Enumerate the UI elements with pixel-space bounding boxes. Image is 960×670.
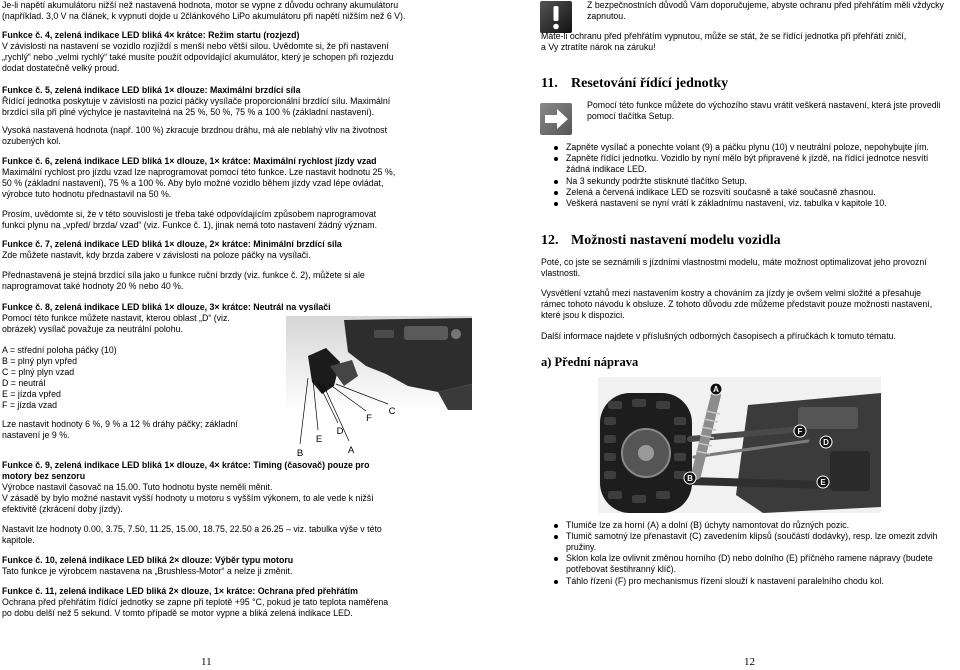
section-12-intro [541, 257, 927, 279]
transmitter-panel [404, 326, 448, 340]
label-e: E [315, 434, 323, 445]
text-line: Tlumiče lze za horní (A) a dolní (B) úchyty namontovat do různých pozic. [566, 520, 850, 530]
function-6-text [2, 167, 395, 200]
text-line: brzdící síla při plné výchylce je nastavitelná na 25 %, 50 %, 75 % a 100 % (základní nastavení). [2, 107, 375, 117]
axle-point [553, 531, 938, 553]
label-c: C [388, 406, 396, 417]
reset-step [553, 187, 876, 198]
section-12-title: Možnosti nastavení modelu vozidla [571, 233, 781, 248]
text-line: Vysvětlení vztahů mezi nastavením kostry a chováním za jízdy je ovšem velmi složité a přesahuje [541, 288, 922, 298]
legend-item: C = plný plyn vzad [2, 367, 75, 377]
text-line: Výrobce nastavil časovač na 15.00. Tuto hodnotu byste neměli měnit. [2, 482, 273, 492]
legend-item: B = plný plyn vpřed [2, 356, 78, 366]
function-7-text [2, 250, 311, 261]
section-11-title: Resetování řídící jednotky [571, 76, 729, 91]
text-line: Je-li napětí akumulátoru nižší než nastavená hodnota, motor se vypne z důvodu ochrany akumulátoru [2, 0, 399, 10]
text-line: a Vy ztratíte nárok na záruku! [541, 42, 656, 52]
text-line: V závislosti na nastavení se vozidlo rozjíždí s menší nebo větší silou. Uvědomte si, že při nastavení [2, 41, 389, 51]
label-a: A [347, 445, 355, 456]
gear-housing [830, 451, 870, 491]
transmitter-switch [374, 330, 394, 338]
arrow-right-icon [540, 103, 572, 135]
page-number: 11 [201, 656, 212, 668]
legend-item: D = neutrál [2, 378, 46, 388]
function-7-note [2, 270, 365, 292]
text-line: potřebovat šestihranný klíč). [566, 564, 677, 574]
front-axle-illustration [598, 377, 881, 513]
text-line: naprogramovat také hodnoty 20 % nebo 40 %. [2, 281, 184, 291]
function-10-title: Funkce č. 10, zelená indikace LED bliká 2× dlouze: Výběr typu motoru [2, 555, 294, 565]
warning-note [541, 31, 906, 53]
bullet-marker [554, 524, 558, 528]
text-line: Lze nastavit hodnoty 6 %, 9 % a 12 % dráhy páčky; základní [2, 419, 238, 429]
section-12-more-info [541, 331, 896, 342]
label-e: E [820, 478, 826, 487]
function-10-text [2, 566, 292, 577]
text-line: Řídící jednotka poskytuje v závislosti na pozici páčky vysílače proporcionální brzdící sílu. Maximální [2, 96, 391, 106]
text-line: Vysoká nastavená hodnota (např. 100 %) zkracuje brzdnou dráhu, má ale neblahý vliv na životnost [2, 125, 388, 135]
text-line: Zde můžete nastavit, kdy brzda zabere v závislosti na poloze páčky na vysílači. [2, 250, 311, 260]
bullet-marker [554, 202, 558, 206]
text-line: Poté, co jste se seznámili s jízdními vlastnostmi modelu, máte možnost optimalizovat jeho provozní [541, 257, 927, 267]
text-line: kapitole. [2, 535, 35, 545]
function-4-text [2, 41, 394, 74]
bullet-marker [554, 180, 558, 184]
text-line: (například. 3,0 V na článek, k vypnutí dojde u 2článkového LiPo akumulátoru při napětí nižším než 6 V). [2, 11, 406, 21]
label-a-marker [710, 383, 722, 395]
transmitter-illustration [286, 316, 472, 466]
title-line: Funkce č. 9, zelená indikace LED bliká 1× dlouze, 4× krátce: Timing (časovač) pouze pro [2, 460, 370, 470]
axle-point [553, 576, 884, 587]
function-7-title: Funkce č. 7, zelená indikace LED bliká 1× dlouze, 2× krátce: Minimální brzdící síla [2, 239, 342, 249]
text-line: efektivitě (zkrácení doby jízdy). [2, 504, 123, 514]
reset-step [553, 176, 747, 187]
transmitter-knob [451, 329, 461, 339]
section-12-number: 12. [541, 233, 559, 248]
text-line: 50 % (základní nastavení), 75 % a 100 %. Aby bylo možné vozidlo během jízdy vzad lépe ovládat, [2, 178, 384, 188]
text-line: vlastnosti. [541, 268, 581, 278]
label-a: A [713, 385, 719, 394]
text-line: výrobce tuto hodnotu přednastavil na 50 %. [2, 189, 172, 199]
text-line: Zapněte řídící jednotku. Vozidlo by nyní mělo být připravené k jízdě, na řídící jednotce nesvítí [566, 153, 929, 163]
text-line: rámec tohoto návodu k obsluze. Z tohoto důvodu zde můžeme představit pouze možnosti nastavení, [541, 299, 933, 309]
function-8-text [2, 313, 230, 335]
subsection-front-axle-title: a) Přední náprava [541, 355, 639, 369]
text-line: Nastavit lze hodnoty 0.00, 3.75, 7.50, 11.25, 15.00, 18.75, 22.50 a 26.25 – viz. tabulka výše v této [2, 524, 382, 534]
function-5-title: Funkce č. 5, zelená indikace LED bliká 1× dlouze: Maximální brzdící síla [2, 85, 301, 95]
text-line: pružiny. [566, 542, 597, 552]
legend-item: A = střední poloha páčky (10) [2, 345, 117, 355]
text-line: žádná indikace LED. [566, 164, 647, 174]
text-line: „rychlý“ nebo „velmi rychlý“ také musíte použít odpovídající akumulátor, který je schopen při rozjezdu [2, 52, 394, 62]
warning-text [587, 0, 944, 22]
function-9-title [2, 460, 369, 482]
info-text [587, 100, 941, 122]
text-line: Tlumič samotný lze přenastavit (C) zavedením klipsů (součástí dodávky), resp. lze omezit zdvih [566, 531, 938, 541]
reset-step [553, 198, 887, 209]
function-11-title: Funkce č. 11, zelená indikace LED bliká 2× dlouze, 1× krátce: Ochrana před přehřátím [2, 586, 358, 596]
front-axle-figure [598, 377, 881, 513]
function-4-title: Funkce č. 4, zelená indikace LED bliká 4× krátce: Režim startu (rozjezd) [2, 30, 300, 40]
text-line: Zelená a červená indikace LED se rozsvítí současně a také současně zhasnou. [566, 187, 876, 197]
text-line: po dobu delší než 5 sekund. V tomto případě se motor vypne a bliká zelená indikace LED. [2, 608, 353, 618]
legend-item: F = jízda vzad [2, 400, 58, 410]
legend-item: E = jízda vpřed [2, 389, 61, 399]
text-line: Na 3 sekundy podržte stisknuté tlačítko Setup. [566, 176, 747, 186]
axle-point [553, 520, 849, 531]
text-line: Sklon kola lze ovlivnit změnou horního (D) nebo dolního (E) příčného ramene nápravy (budete [566, 553, 933, 563]
function-9-text [2, 482, 374, 515]
text-line: pomocí tlačítka Setup. [587, 111, 675, 121]
text-line: Maximální rychlost pro jízdu vzad lze naprogramovat pomocí této funkce. Lze nastavit hodnotu 25 %, [2, 167, 396, 177]
label-d-marker [820, 436, 832, 448]
label-d: D [336, 426, 344, 437]
label-b: B [687, 474, 693, 483]
wheel-hub [638, 445, 654, 461]
function-8-title: Funkce č. 8, zelená indikace LED bliká 1× dlouze, 3× krátce: Neutrál na vysílači [2, 302, 331, 312]
text-line: Táhlo řízení (F) pro mechanismus řízení slouží k nastavení paralelního chodu kol. [566, 576, 884, 586]
text-line: Máte-li ochranu před přehřátím vypnutou, může se stát, že se řídící jednotka při přehřátí zničí, [541, 31, 907, 41]
function-6-title: Funkce č. 6, zelená indikace LED bliká 1× dlouze, 1× krátce: Maximální rychlost jízdy vzad [2, 156, 377, 166]
section-11-number: 11. [541, 76, 558, 91]
text-line: Zapněte vysílač a ponechte volant (9) a páčku plynu (10) v neutrální poloze, nepohybujte jím. [566, 142, 929, 152]
reset-step [553, 153, 928, 175]
lower-arm [690, 481, 826, 485]
label-b: B [296, 448, 304, 459]
function-11-text [2, 597, 388, 619]
bullet-marker [554, 157, 558, 161]
text-line: Ochrana před přehřátím řídící jednotky se zapne při teplotě +95 °C, pokud je tato teplota naměřena [2, 597, 389, 607]
bullet-marker [554, 580, 558, 584]
text-line: Z bezpečnostních důvodů Vám doporučujeme, abyste ochranu před přehřátím měli vždycky [587, 0, 944, 10]
exclamation-icon [540, 1, 572, 33]
chassis-plate [798, 407, 858, 429]
bullet-marker [554, 535, 558, 539]
axle-point [553, 553, 933, 575]
bullet-marker [554, 557, 558, 561]
text-line: Pomocí této funkce můžete nastavit, kterou oblast „D“ (viz. [2, 313, 230, 323]
reset-step [553, 142, 929, 153]
intro-paragraph [2, 0, 405, 22]
transmitter-trigger-figure [286, 316, 472, 466]
text-line: obrázek) vysílač považuje za neutrální polohu. [2, 324, 183, 334]
text-line: nastavení je 9 %. [2, 430, 70, 440]
page-number: 12 [744, 656, 755, 668]
text-line: dodat dostatečně velký proud. [2, 63, 120, 73]
text-line: ozubených kol. [2, 136, 61, 146]
title-line: motory bez senzoru [2, 471, 86, 481]
section-12-explanation [541, 288, 932, 321]
function-6-note [2, 209, 377, 231]
function-9-note [2, 524, 382, 546]
label-b-marker [684, 472, 696, 484]
label-f: F [797, 427, 803, 436]
text-line: zapnutou. [587, 11, 626, 21]
text-line: V zásadě by bylo možné nastavit vyšší hodnoty u motoru s vyšším výkonem, to ale vede k nižší [2, 493, 374, 503]
function-8-note [2, 419, 238, 441]
label-d: D [823, 438, 829, 447]
text-line: Tato funkce je výrobcem nastavena na „Brushless-Motor“ a nelze ji změnit. [2, 566, 293, 576]
function-5-note [2, 125, 387, 147]
label-f-marker [794, 425, 806, 437]
text-line: které jsou k dispozici. [541, 310, 625, 320]
function-5-text [2, 96, 390, 118]
text-line: Přednastavená je stejná brzdící síla jako u funkce ruční brzdy (viz. funkce č. 2), můžete si ale [2, 270, 365, 280]
bullet-marker [554, 146, 558, 150]
label-f: F [366, 413, 372, 424]
text-line: funkci plynu na „vpřed/ brzda/ vzad“ (viz. Funkce č. 1), jinak nemá toto nastavení žádný význam. [2, 220, 378, 230]
text-line: Pomocí této funkce můžete do výchozího stavu vrátit veškerá nastavení, která jste provedli [587, 100, 941, 110]
text-line: Prosím, uvědomte si, že v této souvislosti je třeba také odpovídajícím způsobem naprogramovat [2, 209, 377, 219]
label-e-marker [817, 476, 829, 488]
text-line: Další informace najdete v příslušných odborných časopisech a příručkách k tomuto tématu. [541, 331, 896, 341]
function-8-legend [2, 345, 117, 411]
bullet-marker [554, 191, 558, 195]
text-line: Veškerá nastavení se nyní vrátí k základnímu nastavení, viz. tabulka v kapitole 10. [566, 198, 887, 208]
